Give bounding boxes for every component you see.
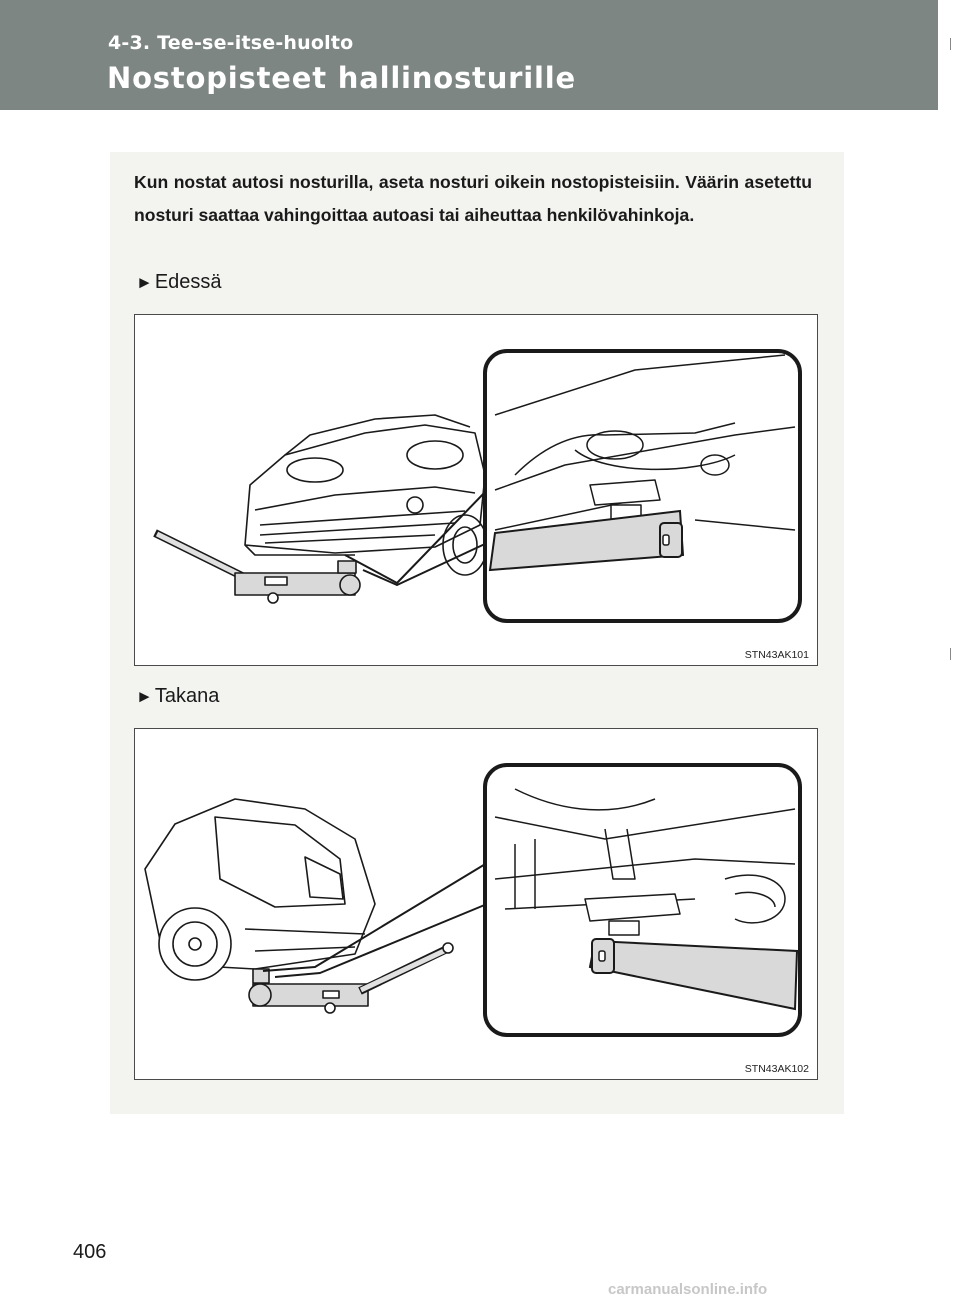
marker-icon: ►	[136, 273, 153, 292]
chapter-header	[0, 0, 938, 110]
subheading-front	[136, 271, 222, 294]
figure-code: STN43AK102	[744, 1063, 809, 1075]
rear-car-icon	[135, 729, 819, 1081]
subheading-label: Edessä	[154, 271, 222, 293]
front-jack-point-illustration	[134, 314, 818, 666]
crop-mark	[950, 38, 951, 50]
front-car-icon	[135, 315, 819, 667]
subheading-label: Takana	[154, 685, 220, 707]
intro-paragraph: Kun nostat autosi nosturilla, aseta nosturi oikein nostopisteisiin. Väärin asetettu nosturi saattaa vahingoittaa autoasi tai aiheuttaa henkilövahinkoja.	[134, 172, 812, 225]
subheading-rear	[136, 685, 219, 708]
section-label: 4-3. Tee-se-itse-huolto	[108, 32, 354, 54]
page-title: Nostopisteet hallinosturille	[107, 61, 576, 95]
figure-code: STN43AK101	[744, 649, 809, 661]
crop-mark	[950, 648, 951, 660]
watermark: carmanualsonline.info	[608, 1281, 768, 1298]
marker-icon: ►	[136, 687, 153, 706]
page-number: 406	[73, 1241, 107, 1263]
rear-jack-point-illustration	[134, 728, 818, 1080]
